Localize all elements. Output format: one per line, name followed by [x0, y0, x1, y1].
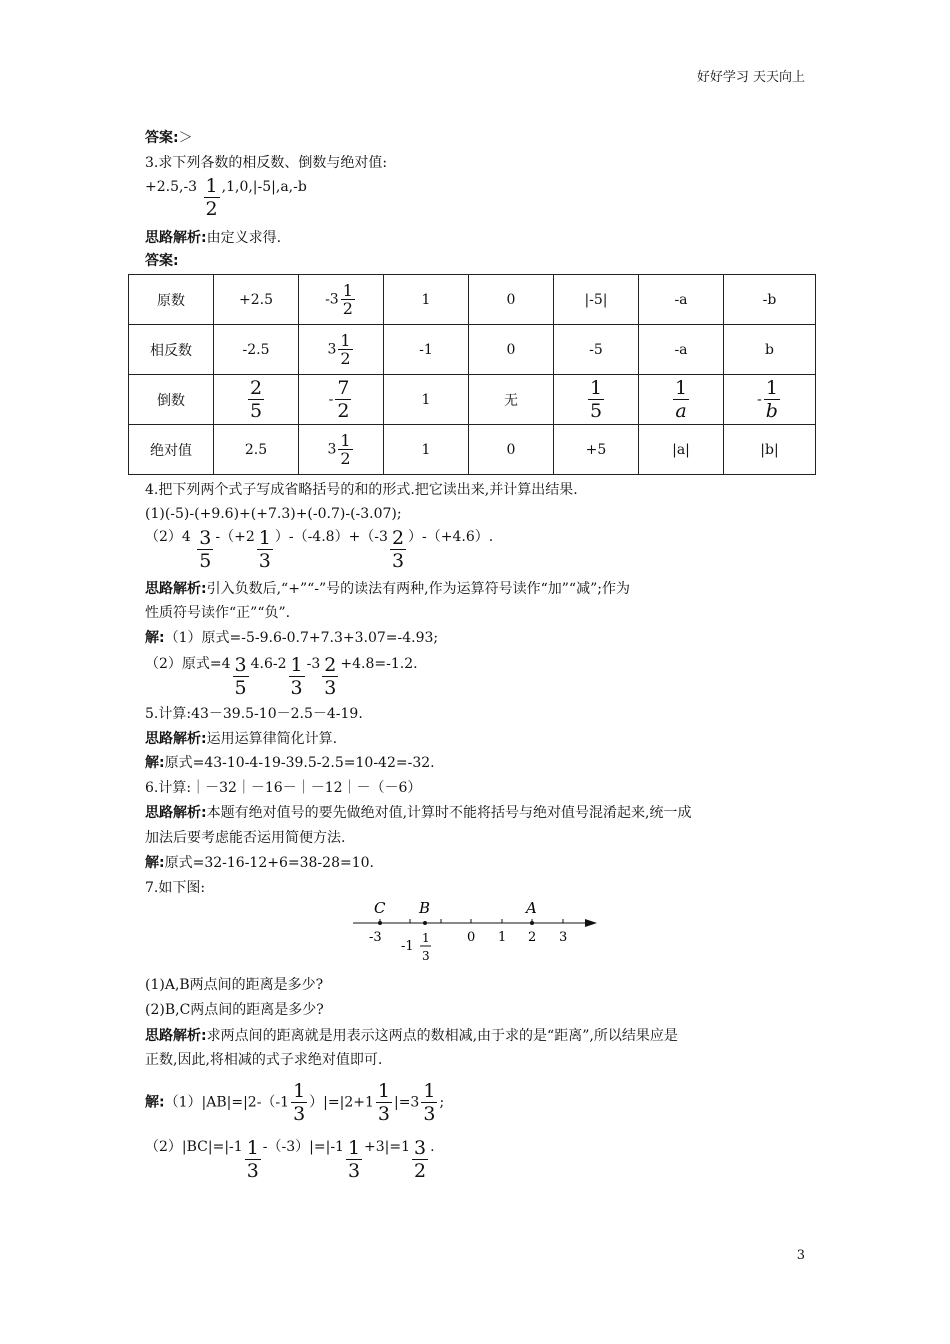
q3-number-list: +2.5,-3 $\frac{1}{2}$ ,1,0,|-5|,a,-b [145, 175, 307, 220]
q5-hint: 思路解析:运用运算律简化计算. [145, 731, 338, 747]
tick-label: 3 [559, 930, 568, 945]
q4-part2: （2）4 $\frac{3}{5}$ -（+2 $\frac{1}{3}$ ）-（-4.8）+（-3 $\frac{2}{3}$ ）-（+4.6）. [145, 527, 494, 572]
q7-solution2: （2）|BC|=|-1 $\frac{1}{3}$ -（-3）|=|-1 $\frac{1}{3}$ +3|=1 $\frac{3}{2}$ . [145, 1137, 435, 1182]
point-b-dot [423, 921, 427, 925]
q7-solution1: 解:（1）|AB|=|2-（-1 $\frac{1}{3}$ ）|=|2+1 $\frac{1}{3}$ |=3 $\frac{1}{3}$ ; [145, 1080, 445, 1125]
q4-solution1: 解:（1）原式=-5-9.6-0.7+7.3+3.07=-4.93; [145, 630, 439, 646]
table-row: 相反数 -2.5 3 $\frac{1}{2}$ -1 0 -5 -a b [129, 325, 816, 375]
q6-hint: 思路解析:本题有绝对值号的要先做绝对值,计算时不能将括号与绝对值号混淆起来,统一成 [145, 805, 692, 821]
table-row: 原数 +2.5 -3 $\frac{1}{2}$ 1 0 |-5| -a -b [129, 275, 816, 325]
q5-title: 5.计算:43－39.5-10－2.5－4-19. [145, 706, 363, 722]
q3-answer-label: 答案: [145, 253, 179, 269]
page-number: 3 [796, 1248, 805, 1263]
number-line-figure [345, 893, 605, 965]
point-c-dot [378, 921, 382, 925]
q6-title: 6.计算:｜－32｜－16－｜－12｜－（－6） [145, 780, 422, 796]
q7-hint: 思路解析:求两点间的距离就是用表示这两点的数相减,由于求的是“距离”,所以结果应是 [145, 1028, 678, 1044]
tick-label: -3 [369, 930, 382, 945]
table-row: 倒数 $\frac{2}{5}$ - $\frac{7}{2}$ 1 无 $\frac{1}{5}$ $\frac{1}{a}$ - $\frac{1}{b}$ [129, 375, 816, 425]
q7-part2: (2)B,C两点间的距离是多少? [145, 1002, 324, 1018]
b-value-whole: -1 [401, 939, 414, 954]
point-a-dot [530, 921, 534, 925]
tick-label: 1 [498, 930, 507, 945]
q4-hint-cont: 性质符号读作“正”“负”. [145, 605, 291, 621]
q4-hint: 思路解析:引入负数后,“+”“-”号的读法有两种,作为运算符号读作“加”“减”;作为 [145, 581, 630, 597]
q4-part1: (1)(-5)-(+9.6)+(+7.3)+(-0.7)-(-3.07); [145, 506, 402, 522]
label-c: C [374, 899, 386, 917]
tick-label: 2 [528, 930, 537, 945]
q6-solution: 解:原式=32-16-12+6=38-28=10. [145, 855, 374, 871]
q7-part1: (1)A,B两点间的距离是多少? [145, 977, 324, 993]
q5-solution: 解:原式=43-10-4-19-39.5-2.5=10-42=-32. [145, 755, 435, 771]
page-header: 好好学习 天天向上 [696, 70, 805, 85]
q3-title: 3.求下列各数的相反数、倒数与绝对值: [145, 155, 388, 171]
label-a: A [526, 899, 537, 917]
tick-label: 0 [467, 930, 476, 945]
q7-hint-cont: 正数,因此,将相减的式子求绝对值即可. [145, 1052, 383, 1068]
answer-table [128, 274, 816, 475]
q7-title: 7.如下图: [145, 880, 206, 896]
label-b: B [419, 899, 431, 917]
b-value-numerator: 1 [422, 931, 430, 945]
b-value-denominator: 3 [422, 949, 430, 963]
q6-hint-cont: 加法后要考虑能否运用简便方法. [145, 830, 346, 846]
q4-title: 4.把下列两个式子写成省略括号的和的形式.把它读出来,并计算出结果. [145, 482, 578, 498]
q2-answer: 答案:＞ [145, 130, 193, 146]
table-row: 绝对值 2.5 3 $\frac{1}{2}$ 1 0 +5 |a| |b| [129, 425, 816, 475]
q4-solution2: （2）原式=4 $\frac{3}{5}$ 4.6-2 $\frac{1}{3}$ -3 $\frac{2}{3}$ +4.8=-1.2. [145, 654, 418, 699]
q3-hint: 思路解析:由定义求得. [145, 230, 282, 246]
axis-arrow [585, 919, 597, 927]
